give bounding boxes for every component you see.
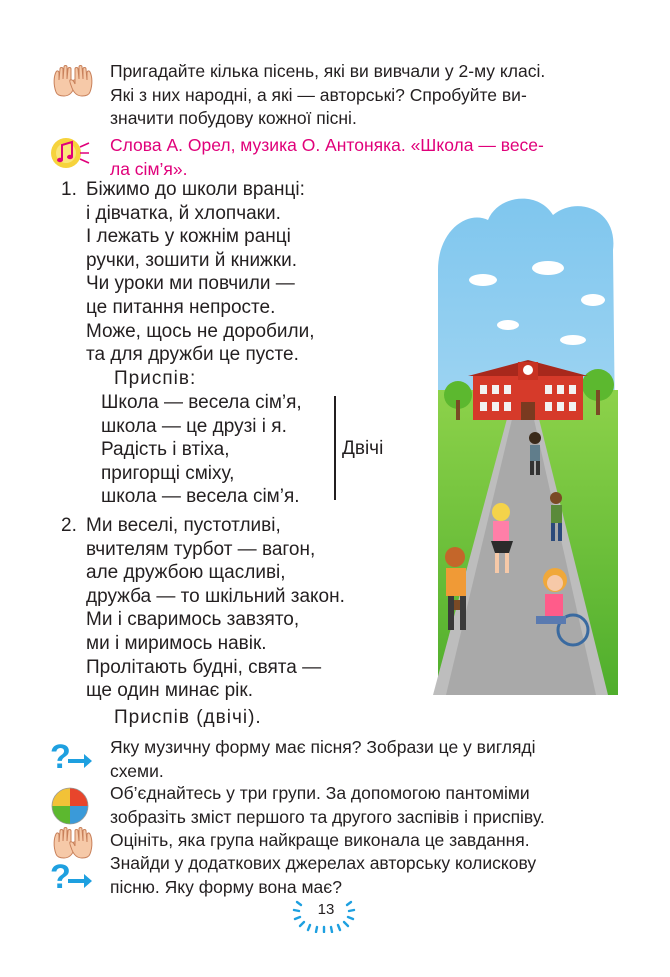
intro-text	[110, 60, 604, 131]
task-4	[110, 852, 604, 899]
question-arrow-icon	[48, 858, 94, 892]
verse-line: та для дружби це пусте.	[86, 344, 299, 366]
repeat-bracket	[334, 396, 336, 500]
verse-line: ручки, зошити й книжки.	[86, 249, 297, 271]
intro-line: Які з них народні, а які — авторські? Спробуйте ви-	[110, 84, 527, 105]
hands-icon	[50, 826, 96, 860]
chorus-line: школа — це друзі і я.	[101, 415, 287, 437]
hands-icon	[50, 64, 96, 98]
music-note-icon	[50, 135, 90, 171]
verse-2	[86, 514, 345, 703]
song-header-line: ла сім’я».	[110, 158, 188, 179]
verse-line: дружба — то шкільний закон.	[86, 585, 345, 607]
verse-line: Біжимо до школи вранці:	[86, 179, 305, 200]
verse-line: І лежать у кожнім ранці	[86, 226, 291, 248]
song-header-line: Слова А. Орел, музика О. Антоняка. «Школа — весе-	[110, 135, 544, 155]
verse-line: Ми і сваримось завзято,	[86, 609, 300, 631]
verse-line: ще один минає рік.	[86, 680, 253, 702]
chorus-line: Школа — весела сім’я,	[101, 392, 302, 413]
intro-line: значити побудову кожної пісні.	[110, 108, 357, 128]
verse-1	[86, 178, 315, 367]
chorus-line: пригорщі сміху,	[101, 462, 235, 484]
verse-line: і дівчатка, й хлопчаки.	[86, 202, 281, 224]
task-line: Знайди у додаткових джерелах авторську колискову	[110, 853, 537, 873]
task-3	[110, 829, 604, 853]
chorus	[101, 391, 302, 509]
task-line: пісню. Яку форму вона має?	[110, 876, 342, 897]
verse-line: це питання непросте.	[86, 296, 276, 318]
task-line: схеми.	[110, 760, 164, 781]
verse-line: Може, щось не доробили,	[86, 320, 315, 342]
verse-line: Ми веселі, пустотливі,	[86, 515, 281, 536]
task-line: зобразіть зміст першого та другого заспівів і приспіву.	[110, 806, 545, 827]
chorus-note: Приспів (двічі).	[114, 707, 262, 728]
chorus-line: школа — весела сім’я.	[101, 486, 300, 508]
task-line: Об’єднайтесь у три групи. За допомогою пантоміми	[110, 783, 530, 803]
ball-icon	[50, 786, 90, 826]
task-line: Оцініть, яка група найкраще виконала це завдання.	[110, 830, 530, 850]
chorus-title: Приспів:	[114, 368, 197, 389]
school-road-illustration	[428, 190, 628, 700]
verse-line: Чи уроки ми повчили —	[86, 273, 295, 295]
chorus-line: Радість і втіха,	[101, 439, 230, 461]
verse-line: Пролітають будні, свята —	[86, 656, 322, 678]
verse-number: 2.	[61, 515, 77, 536]
verse-line: вчителям турбот — вагон,	[86, 538, 316, 560]
verse-line: але дружбою щасливі,	[86, 562, 286, 584]
intro-line: Пригадайте кілька пісень, які ви вивчали у 2-му класі.	[110, 61, 546, 81]
verse-line: ми і миримось навік.	[86, 632, 267, 654]
page-number: 13	[317, 901, 335, 918]
song-header	[110, 134, 610, 181]
verse-number: 1.	[61, 179, 77, 200]
task-line: Яку музичну форму має пісня? Зобрази це у вигляді	[110, 737, 536, 757]
repeat-label: Двічі	[342, 438, 384, 459]
task-2	[110, 782, 604, 829]
task-1	[110, 736, 604, 783]
question-arrow-icon	[48, 738, 94, 772]
